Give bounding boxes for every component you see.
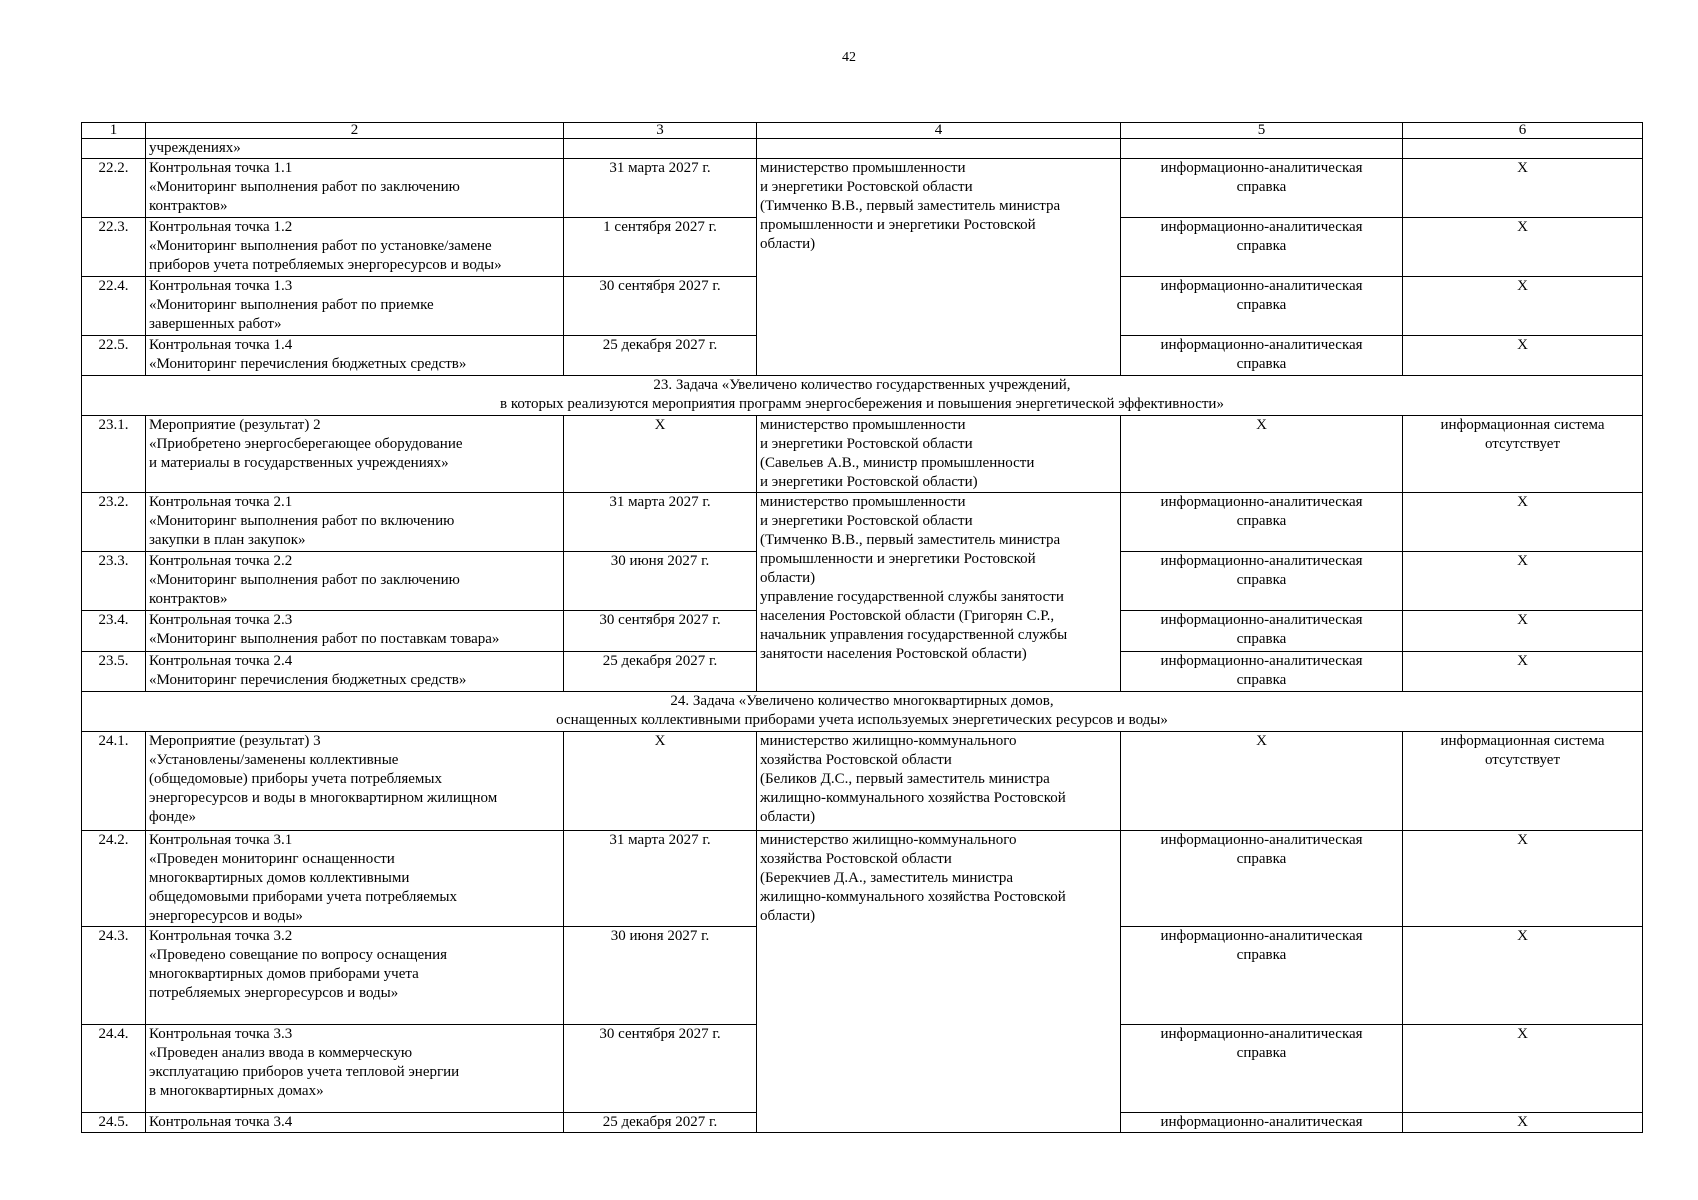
row-name: Контрольная точка 3.4 — [146, 1113, 564, 1133]
row-date: 1 сентября 2027 г. — [564, 218, 757, 277]
task-title: 23. Задача «Увеличено количество государственных учреждений, в которых реализуются мероприятия программ энергосбережения и повышения энергетической эффективности» — [82, 376, 1643, 416]
row-info-system: X — [1403, 831, 1643, 927]
row-number: 24.1. — [82, 732, 146, 831]
row-document: X — [1121, 416, 1403, 493]
row-responsible: министерство жилищно-коммунального хозяйства Ростовской области (Беликов Д.С., первый заместитель министра жилищно-коммунального хозяйства Ростовской области) — [757, 732, 1121, 831]
row-document: информационно-аналитическая справка — [1121, 611, 1403, 652]
row-number: 24.2. — [82, 831, 146, 927]
row-document: информационно-аналитическая справка — [1121, 493, 1403, 552]
table-row — [82, 732, 1643, 831]
row-name: Контрольная точка 2.3 «Мониторинг выполнения работ по поставкам товара» — [146, 611, 564, 652]
row-date: 30 июня 2027 г. — [564, 552, 757, 611]
row-document: информационно-аналитическая — [1121, 1113, 1403, 1133]
row-info-system: X — [1403, 159, 1643, 218]
row-info-system: X — [1403, 652, 1643, 692]
row-document: информационно-аналитическая справка — [1121, 1025, 1403, 1113]
row-number: 24.3. — [82, 927, 146, 1025]
row-date: 25 декабря 2027 г. — [564, 1113, 757, 1133]
row-document: информационно-аналитическая справка — [1121, 831, 1403, 927]
row-name: Контрольная точка 2.2 «Мониторинг выполнения работ по заключению контрактов» — [146, 552, 564, 611]
row-document: информационно-аналитическая справка — [1121, 552, 1403, 611]
row-document: X — [1121, 732, 1403, 831]
row-name: Контрольная точка 1.2 «Мониторинг выполнения работ по установке/замене приборов учета потребляемых энергоресурсов и воды» — [146, 218, 564, 277]
row-name: Контрольная точка 1.1 «Мониторинг выполнения работ по заключению контрактов» — [146, 159, 564, 218]
row-name: Контрольная точка 3.1 «Проведен мониторинг оснащенности многоквартирных домов коллективными общедомовыми приборами учета потребляемых энергоресурсов и воды» — [146, 831, 564, 927]
column-numbers-row — [82, 123, 1643, 139]
row-number: 23.2. — [82, 493, 146, 552]
row-date: 25 декабря 2027 г. — [564, 336, 757, 376]
row-name: Контрольная точка 1.3 «Мониторинг выполнения работ по приемке завершенных работ» — [146, 277, 564, 336]
row-date: 31 марта 2027 г. — [564, 159, 757, 218]
row-document: информационно-аналитическая справка — [1121, 927, 1403, 1025]
row-responsible: министерство жилищно-коммунального хозяйства Ростовской области (Берекчиев Д.А., заместитель министра жилищно-коммунального хозяйства Ростовской области) — [757, 831, 1121, 1133]
row-name: Мероприятие (результат) 3 «Установлены/заменены коллективные (общедомовые) приборы учета потребляемых энергоресурсов и воды в многоквартирном жилищном фонде» — [146, 732, 564, 831]
row-responsible: министерство промышленности и энергетики Ростовской области (Тимченко В.В., первый заместитель министра промышленности и энергетики Ростовской области) управление государственной службы занятости населения Ростовской области (Григорян С.Р., начальник управления государственной службы занятости населения Ростовской области) — [757, 493, 1121, 692]
row-info-system: информационная система отсутствует — [1403, 732, 1643, 831]
row-info-system: X — [1403, 336, 1643, 376]
row-date: 30 июня 2027 г. — [564, 927, 757, 1025]
row-date: X — [564, 732, 757, 831]
row-date: 30 сентября 2027 г. — [564, 1025, 757, 1113]
row-name: Контрольная точка 2.4 «Мониторинг перечисления бюджетных средств» — [146, 652, 564, 692]
row-info-system: X — [1403, 493, 1643, 552]
row-info-system: X — [1403, 611, 1643, 652]
row-name: Контрольная точка 2.1 «Мониторинг выполнения работ по включению закупки в план закупок» — [146, 493, 564, 552]
row-date: 31 марта 2027 г. — [564, 493, 757, 552]
table-row — [82, 159, 1643, 218]
row-document: информационно-аналитическая справка — [1121, 277, 1403, 336]
row-name: Контрольная точка 3.2 «Проведено совещание по вопросу оснащения многоквартирных домов приборами учета потребляемых энергоресурсов и воды» — [146, 927, 564, 1025]
row-info-system: X — [1403, 927, 1643, 1025]
row-document: информационно-аналитическая справка — [1121, 336, 1403, 376]
column-number: 4 — [757, 123, 1121, 139]
continuation-text: учреждениях» — [146, 139, 564, 159]
row-name: Контрольная точка 3.3 «Проведен анализ ввода в коммерческую эксплуатацию приборов учета тепловой энергии в многоквартирных домах» — [146, 1025, 564, 1113]
section-row — [82, 376, 1643, 416]
row-name: Мероприятие (результат) 2 «Приобретено энергосберегающее оборудование и материалы в государственных учреждениях» — [146, 416, 564, 493]
column-number: 3 — [564, 123, 757, 139]
column-number: 2 — [146, 123, 564, 139]
row-document: информационно-аналитическая справка — [1121, 652, 1403, 692]
table-row — [82, 493, 1643, 552]
task-title: 24. Задача «Увеличено количество многоквартирных домов, оснащенных коллективными приборами учета используемых энергетических ресурсов и воды» — [82, 692, 1643, 732]
plan-table — [81, 122, 1643, 1133]
row-info-system: X — [1403, 552, 1643, 611]
row-number: 22.2. — [82, 159, 146, 218]
column-number: 1 — [82, 123, 146, 139]
row-date: 31 марта 2027 г. — [564, 831, 757, 927]
row-info-system: X — [1403, 277, 1643, 336]
column-number: 5 — [1121, 123, 1403, 139]
table-row — [82, 416, 1643, 493]
row-responsible: министерство промышленности и энергетики Ростовской области (Савельев А.В., министр промышленности и энергетики Ростовской области) — [757, 416, 1121, 493]
row-date: X — [564, 416, 757, 493]
page-number: 42 — [842, 50, 856, 65]
column-number: 6 — [1403, 123, 1643, 139]
row-document: информационно-аналитическая справка — [1121, 218, 1403, 277]
row-number: 23.5. — [82, 652, 146, 692]
row-number: 22.5. — [82, 336, 146, 376]
row-number: 24.5. — [82, 1113, 146, 1133]
row-number: 23.1. — [82, 416, 146, 493]
section-row — [82, 692, 1643, 732]
row-number: 24.4. — [82, 1025, 146, 1113]
row-info-system: X — [1403, 1113, 1643, 1133]
row-date: 25 декабря 2027 г. — [564, 652, 757, 692]
row-responsible: министерство промышленности и энергетики Ростовской области (Тимченко В.В., первый заместитель министра промышленности и энергетики Ростовской области) — [757, 159, 1121, 376]
row-name: Контрольная точка 1.4 «Мониторинг перечисления бюджетных средств» — [146, 336, 564, 376]
table-row — [82, 831, 1643, 927]
row-info-system: X — [1403, 1025, 1643, 1113]
row-number: 23.4. — [82, 611, 146, 652]
row-date: 30 сентября 2027 г. — [564, 277, 757, 336]
row-date: 30 сентября 2027 г. — [564, 611, 757, 652]
table-row — [82, 139, 1643, 159]
row-number: 22.4. — [82, 277, 146, 336]
row-number: 23.3. — [82, 552, 146, 611]
row-info-system: X — [1403, 218, 1643, 277]
row-info-system: информационная система отсутствует — [1403, 416, 1643, 493]
row-document: информационно-аналитическая справка — [1121, 159, 1403, 218]
row-number: 22.3. — [82, 218, 146, 277]
